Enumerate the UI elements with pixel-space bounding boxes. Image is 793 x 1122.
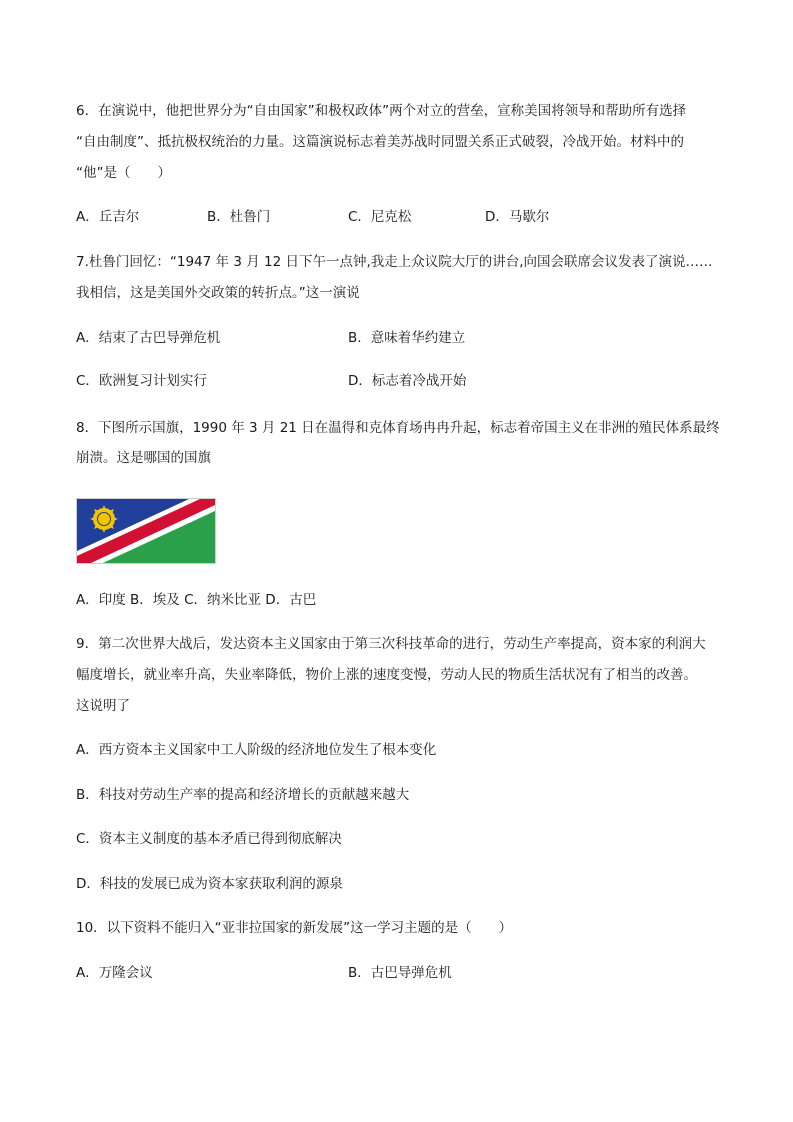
- q8-options[interactable]: A．印度 B．埃及 C．纳米比亚 D．古巴: [76, 592, 317, 608]
- q7-option-a[interactable]: A．结束了古巴导弹危机: [76, 330, 221, 346]
- q10-option-b[interactable]: B．古巴导弹危机: [348, 965, 452, 981]
- q8-line-2: 崩溃。这是哪国的国旗: [76, 450, 211, 466]
- q6-option-d[interactable]: D．马歇尔: [485, 209, 550, 225]
- q9-option-a[interactable]: A．西方资本主义国家中工人阶级的经济地位发生了根本变化: [76, 742, 437, 758]
- flag-graphic: [77, 499, 215, 563]
- q9-option-b[interactable]: B．科技对劳动生产率的提高和经济增长的贡献越来越大: [76, 787, 410, 803]
- q9-line-2: 幅度增长，就业率升高，失业率降低，物价上涨的速度变慢，劳动人民的物质生活状况有了相当的改善。: [76, 667, 697, 683]
- q7-line-2: 我相信，这是美国外交政策的转折点。”这一演说: [76, 285, 360, 301]
- q10-line-1: 10．以下资料不能归入“亚非拉国家的新发展”这一学习主题的是（ ）: [76, 920, 513, 936]
- q7-line-1: 7.杜鲁门回忆：“1947 年 3 月 12 日下午一点钟,我走上众议院大厅的讲台,向国会联席会议发表了演说……: [76, 254, 713, 270]
- q8-line-1: 8．下图所示国旗，1990 年 3 月 21 日在温得和克体育场冉冉升起，标志着帝国主义在非洲的殖民体系最终: [76, 420, 720, 436]
- sun-icon: [90, 505, 118, 533]
- namibia-flag-image: [76, 498, 216, 564]
- q9-option-c[interactable]: C．资本主义制度的基本矛盾已得到彻底解决: [76, 831, 342, 847]
- q7-option-b[interactable]: B．意味着华约建立: [348, 330, 466, 346]
- q7-option-d[interactable]: D．标志着冷战开始: [348, 373, 467, 389]
- q6-option-b[interactable]: B．杜鲁门: [207, 209, 271, 225]
- q9-option-d[interactable]: D．科技的发展已成为资本家获取利润的源泉: [76, 876, 343, 892]
- q9-line-1: 9．第二次世界大战后，发达资本主义国家由于第三次科技革命的进行，劳动生产率提高，资本家的利润大: [76, 636, 706, 652]
- q6-option-a[interactable]: A．丘吉尔: [76, 209, 140, 225]
- q6-line-2: “自由制度”、抵抗极权统治的力量。这篇演说标志着美苏战时同盟关系正式破裂，冷战开始。材料中的: [76, 134, 684, 150]
- q6-line-1: 6．在演说中，他把世界分为“自由国家”和极权政体”两个对立的营垒，宣称美国将领导和帮助所有选择: [76, 103, 687, 119]
- q6-option-c[interactable]: C．尼克松: [348, 209, 412, 225]
- q6-line-3: “他”是（ ）: [76, 165, 171, 181]
- q9-line-3: 这说明了: [76, 698, 130, 714]
- q7-option-c[interactable]: C．欧洲复习计划实行: [76, 373, 207, 389]
- q10-option-a[interactable]: A．万隆会议: [76, 965, 153, 981]
